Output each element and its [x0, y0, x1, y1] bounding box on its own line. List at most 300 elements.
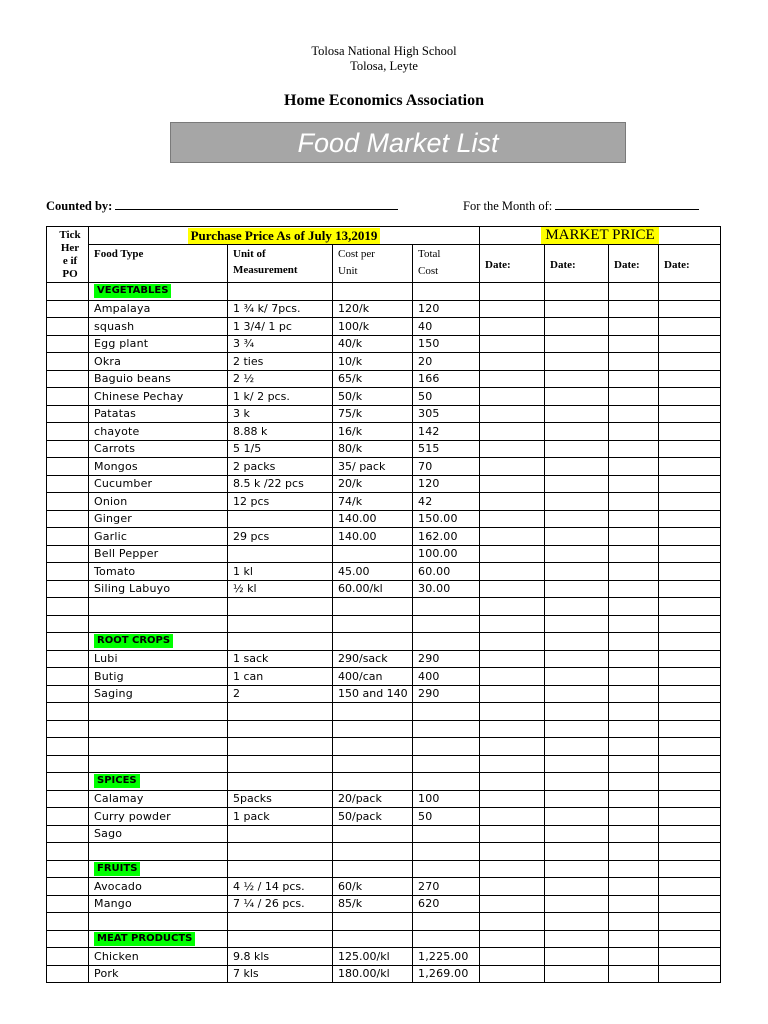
market-price-date-4-cell[interactable]: [659, 930, 721, 948]
market-price-date-1-cell[interactable]: [480, 790, 545, 808]
market-price-date-4-cell[interactable]: [659, 948, 721, 966]
cost-per-unit-cell: [333, 930, 413, 948]
market-price-date-4-cell[interactable]: [659, 825, 721, 843]
market-price-date-4-cell[interactable]: [659, 843, 721, 861]
market-price-date-4-cell[interactable]: [659, 335, 721, 353]
blank-row: [47, 720, 721, 738]
col-total-cost: Total Cost: [413, 245, 480, 283]
market-price-date-3-cell[interactable]: [609, 405, 659, 423]
market-price-date-4-cell[interactable]: [659, 685, 721, 703]
market-price-date-1-cell[interactable]: [480, 580, 545, 598]
market-price-date-3-cell[interactable]: [609, 545, 659, 563]
market-price-date-3-cell[interactable]: [609, 300, 659, 318]
total-cost-cell: 1,225.00: [413, 948, 480, 966]
market-price-date-2-cell[interactable]: [545, 615, 609, 633]
unit-cell: 7 kls: [228, 965, 333, 983]
market-price-date-1-cell[interactable]: [480, 755, 545, 773]
market-price-date-4-cell[interactable]: [659, 388, 721, 406]
market-list-table: [46, 226, 721, 983]
market-price-date-3-cell[interactable]: [609, 335, 659, 353]
date-col-3: Date:: [609, 245, 659, 283]
food-type-cell: Cucumber: [89, 475, 228, 493]
unit-cell: 1 kl: [228, 563, 333, 581]
market-price-date-1-cell[interactable]: [480, 650, 545, 668]
cost-per-unit-cell: 125.00/kl: [333, 948, 413, 966]
cost-per-unit-cell: 50/pack: [333, 808, 413, 826]
market-price-date-3-cell[interactable]: [609, 633, 659, 651]
market-price-date-4-cell[interactable]: [659, 440, 721, 458]
market-price-date-2-cell[interactable]: [545, 423, 609, 441]
table-row: [47, 965, 721, 983]
category-row: [47, 773, 721, 791]
food-type-cell: Tomato: [89, 563, 228, 581]
market-price-date-2-cell[interactable]: [545, 440, 609, 458]
total-cost-cell: 162.00: [413, 528, 480, 546]
market-price-date-4-cell[interactable]: [659, 720, 721, 738]
total-cost-cell: 40: [413, 318, 480, 336]
table-row: [47, 685, 721, 703]
market-price-date-4-cell[interactable]: [659, 650, 721, 668]
purchase-price-header: [89, 227, 480, 245]
market-price-date-1-cell[interactable]: [480, 878, 545, 896]
market-price-date-3-cell[interactable]: [609, 878, 659, 896]
market-price-date-3-cell[interactable]: [609, 703, 659, 721]
market-price-date-2-cell[interactable]: [545, 808, 609, 826]
market-price-date-1-cell[interactable]: [480, 370, 545, 388]
market-price-date-3-cell[interactable]: [609, 948, 659, 966]
market-price-date-3-cell[interactable]: [609, 598, 659, 616]
table-row: [47, 335, 721, 353]
market-price-date-3-cell[interactable]: [609, 283, 659, 301]
market-price-date-1-cell[interactable]: [480, 843, 545, 861]
counted-by-line[interactable]: [115, 199, 398, 210]
market-price-date-4-cell[interactable]: [659, 370, 721, 388]
market-price-date-2-cell[interactable]: [545, 510, 609, 528]
tick-checkbox-cell[interactable]: [47, 300, 89, 318]
market-price-date-4-cell[interactable]: [659, 475, 721, 493]
unit-cell: 5 1/5: [228, 440, 333, 458]
market-price-date-2-cell[interactable]: [545, 825, 609, 843]
food-type-cell: Garlic: [89, 528, 228, 546]
cost-per-unit-cell: 150 and 140: [333, 685, 413, 703]
unit-cell: [228, 825, 333, 843]
market-price-date-1-cell[interactable]: [480, 633, 545, 651]
total-cost-cell: [413, 755, 480, 773]
market-price-date-4-cell[interactable]: [659, 913, 721, 931]
market-price-date-1-cell[interactable]: [480, 703, 545, 721]
market-price-date-1-cell[interactable]: [480, 773, 545, 791]
total-cost-cell: 42: [413, 493, 480, 511]
tick-checkbox-cell[interactable]: [47, 598, 89, 616]
total-cost-cell: 290: [413, 685, 480, 703]
market-price-date-4-cell[interactable]: [659, 283, 721, 301]
market-price-date-4-cell[interactable]: [659, 528, 721, 546]
tick-checkbox-cell[interactable]: [47, 318, 89, 336]
month-line[interactable]: [555, 199, 699, 210]
market-price-date-3-cell[interactable]: [609, 895, 659, 913]
tick-checkbox-cell[interactable]: [47, 510, 89, 528]
market-price-date-3-cell[interactable]: [609, 685, 659, 703]
food-type-cell: Mongos: [89, 458, 228, 476]
cost-per-unit-cell: 10/k: [333, 353, 413, 371]
tick-checkbox-cell[interactable]: [47, 843, 89, 861]
food-type-cell: [89, 738, 228, 756]
unit-cell: [228, 510, 333, 528]
unit-cell: [228, 703, 333, 721]
market-price-date-1-cell[interactable]: [480, 930, 545, 948]
food-type-cell: chayote: [89, 423, 228, 441]
market-price-date-3-cell[interactable]: [609, 370, 659, 388]
market-price-date-2-cell[interactable]: [545, 790, 609, 808]
market-price-date-1-cell[interactable]: [480, 423, 545, 441]
market-price-date-3-cell[interactable]: [609, 615, 659, 633]
market-price-date-2-cell[interactable]: [545, 475, 609, 493]
market-price-date-1-cell[interactable]: [480, 615, 545, 633]
market-price-date-2-cell[interactable]: [545, 388, 609, 406]
market-price-date-4-cell[interactable]: [659, 493, 721, 511]
tick-checkbox-cell[interactable]: [47, 615, 89, 633]
cost-per-unit-cell: 35/ pack: [333, 458, 413, 476]
market-price-date-1-cell[interactable]: [480, 440, 545, 458]
col-unit: Unit of Measurement: [228, 245, 333, 283]
market-price-date-4-cell[interactable]: [659, 808, 721, 826]
tick-checkbox-cell[interactable]: [47, 440, 89, 458]
tick-checkbox-cell[interactable]: [47, 423, 89, 441]
market-price-date-2-cell[interactable]: [545, 720, 609, 738]
tick-checkbox-cell[interactable]: [47, 755, 89, 773]
market-price-date-4-cell[interactable]: [659, 703, 721, 721]
market-price-date-3-cell[interactable]: [609, 808, 659, 826]
market-price-date-4-cell[interactable]: [659, 580, 721, 598]
cost-per-unit-cell: 85/k: [333, 895, 413, 913]
tick-checkbox-cell[interactable]: [47, 703, 89, 721]
market-price-date-2-cell[interactable]: [545, 353, 609, 371]
market-price-date-4-cell[interactable]: [659, 790, 721, 808]
food-type-cell: squash: [89, 318, 228, 336]
table-row: [47, 545, 721, 563]
tick-checkbox-cell[interactable]: [47, 633, 89, 651]
market-price-date-4-cell[interactable]: [659, 598, 721, 616]
table-row: [47, 458, 721, 476]
market-price-date-3-cell[interactable]: [609, 738, 659, 756]
tick-header: Tick Her e if PO: [47, 227, 89, 283]
market-price-date-2-cell[interactable]: [545, 913, 609, 931]
market-price-date-4-cell[interactable]: [659, 545, 721, 563]
market-price-date-2-cell[interactable]: [545, 318, 609, 336]
market-price-date-1-cell[interactable]: [480, 860, 545, 878]
market-price-date-1-cell[interactable]: [480, 388, 545, 406]
market-price-date-4-cell[interactable]: [659, 510, 721, 528]
market-price-date-3-cell[interactable]: [609, 843, 659, 861]
cost-per-unit-cell: 60.00/kl: [333, 580, 413, 598]
unit-cell: 29 pcs: [228, 528, 333, 546]
total-cost-cell: 100.00: [413, 545, 480, 563]
tick-checkbox-cell[interactable]: [47, 790, 89, 808]
tick-checkbox-cell[interactable]: [47, 720, 89, 738]
market-price-date-3-cell[interactable]: [609, 790, 659, 808]
market-price-date-1-cell[interactable]: [480, 948, 545, 966]
market-price-date-2-cell[interactable]: [545, 860, 609, 878]
market-price-date-2-cell[interactable]: [545, 685, 609, 703]
total-cost-cell: [413, 633, 480, 651]
food-type-cell: [89, 720, 228, 738]
market-price-date-4-cell[interactable]: [659, 773, 721, 791]
category-row: [47, 860, 721, 878]
tick-checkbox-cell[interactable]: [47, 353, 89, 371]
market-price-date-3-cell[interactable]: [609, 650, 659, 668]
total-cost-cell: 70: [413, 458, 480, 476]
total-cost-cell: 150.00: [413, 510, 480, 528]
market-price-date-2-cell[interactable]: [545, 563, 609, 581]
market-price-date-2-cell[interactable]: [545, 948, 609, 966]
food-type-cell: Onion: [89, 493, 228, 511]
food-type-cell: Lubi: [89, 650, 228, 668]
market-price-date-1-cell[interactable]: [480, 895, 545, 913]
market-price-date-3-cell[interactable]: [609, 720, 659, 738]
market-price-date-3-cell[interactable]: [609, 388, 659, 406]
unit-cell: 8.88 k: [228, 423, 333, 441]
cost-per-unit-cell: [333, 825, 413, 843]
market-price-date-2-cell[interactable]: [545, 493, 609, 511]
blank-row: [47, 615, 721, 633]
market-price-date-3-cell[interactable]: [609, 318, 659, 336]
total-cost-cell: 120: [413, 475, 480, 493]
market-price-date-4-cell[interactable]: [659, 458, 721, 476]
tick-checkbox-cell[interactable]: [47, 650, 89, 668]
market-price-date-1-cell[interactable]: [480, 685, 545, 703]
tick-checkbox-cell[interactable]: [47, 860, 89, 878]
market-price-date-2-cell[interactable]: [545, 598, 609, 616]
market-price-date-3-cell[interactable]: [609, 668, 659, 686]
market-price-date-1-cell[interactable]: [480, 668, 545, 686]
market-price-date-1-cell[interactable]: [480, 510, 545, 528]
cost-per-unit-cell: [333, 755, 413, 773]
date-col-4: Date:: [659, 245, 721, 283]
market-price-date-3-cell[interactable]: [609, 755, 659, 773]
market-price-date-1-cell[interactable]: [480, 335, 545, 353]
total-cost-cell: 290: [413, 650, 480, 668]
blank-row: [47, 913, 721, 931]
market-price-date-4-cell[interactable]: [659, 633, 721, 651]
tick-checkbox-cell[interactable]: [47, 913, 89, 931]
market-price-date-2-cell[interactable]: [545, 283, 609, 301]
table-row: [47, 370, 721, 388]
market-price-date-2-cell[interactable]: [545, 528, 609, 546]
cost-per-unit-cell: 100/k: [333, 318, 413, 336]
food-type-cell: [89, 703, 228, 721]
total-cost-cell: [413, 860, 480, 878]
market-price-date-1-cell[interactable]: [480, 825, 545, 843]
market-price-date-1-cell[interactable]: [480, 528, 545, 546]
market-price-date-4-cell[interactable]: [659, 300, 721, 318]
market-price-date-3-cell[interactable]: [609, 353, 659, 371]
cost-per-unit-cell: [333, 843, 413, 861]
unit-cell: [228, 283, 333, 301]
unit-cell: 2 packs: [228, 458, 333, 476]
market-price-date-1-cell[interactable]: [480, 353, 545, 371]
market-price-date-3-cell[interactable]: [609, 965, 659, 983]
market-price-date-3-cell[interactable]: [609, 913, 659, 931]
unit-cell: 2 ½: [228, 370, 333, 388]
market-price-date-1-cell[interactable]: [480, 720, 545, 738]
total-cost-cell: 142: [413, 423, 480, 441]
market-price-date-4-cell[interactable]: [659, 318, 721, 336]
total-cost-cell: 270: [413, 878, 480, 896]
market-price-date-2-cell[interactable]: [545, 773, 609, 791]
market-price-header: [480, 227, 721, 245]
table-row: [47, 405, 721, 423]
market-price-date-2-cell[interactable]: [545, 930, 609, 948]
cost-per-unit-cell: 140.00: [333, 528, 413, 546]
tick-checkbox-cell[interactable]: [47, 965, 89, 983]
market-price-date-3-cell[interactable]: [609, 440, 659, 458]
tick-checkbox-cell[interactable]: [47, 773, 89, 791]
total-cost-cell: [413, 913, 480, 931]
market-price-date-2-cell[interactable]: [545, 370, 609, 388]
total-cost-cell: [413, 598, 480, 616]
tick-checkbox-cell[interactable]: [47, 545, 89, 563]
cost-per-unit-cell: 80/k: [333, 440, 413, 458]
tick-checkbox-cell[interactable]: [47, 930, 89, 948]
market-price-date-2-cell[interactable]: [545, 650, 609, 668]
market-price-date-1-cell[interactable]: [480, 563, 545, 581]
unit-cell: 12 pcs: [228, 493, 333, 511]
tick-checkbox-cell[interactable]: [47, 388, 89, 406]
table-row: [47, 668, 721, 686]
market-price-date-4-cell[interactable]: [659, 895, 721, 913]
market-price-date-3-cell[interactable]: [609, 493, 659, 511]
market-price-date-4-cell[interactable]: [659, 878, 721, 896]
total-cost-cell: 620: [413, 895, 480, 913]
market-price-date-1-cell[interactable]: [480, 318, 545, 336]
market-price-date-1-cell[interactable]: [480, 458, 545, 476]
unit-cell: [228, 720, 333, 738]
tick-checkbox-cell[interactable]: [47, 458, 89, 476]
cost-per-unit-cell: 140.00: [333, 510, 413, 528]
tick-checkbox-cell[interactable]: [47, 370, 89, 388]
unit-cell: [228, 843, 333, 861]
tick-checkbox-cell[interactable]: [47, 580, 89, 598]
market-price-date-4-cell[interactable]: [659, 423, 721, 441]
cost-per-unit-cell: [333, 703, 413, 721]
food-type-cell: [89, 843, 228, 861]
market-price-date-4-cell[interactable]: [659, 755, 721, 773]
market-price-date-4-cell[interactable]: [659, 353, 721, 371]
school-header: [0, 44, 768, 74]
market-price-date-2-cell[interactable]: [545, 580, 609, 598]
market-price-date-2-cell[interactable]: [545, 668, 609, 686]
school-location: Tolosa, Leyte: [350, 59, 418, 73]
unit-cell: 2 ties: [228, 353, 333, 371]
market-price-date-4-cell[interactable]: [659, 965, 721, 983]
market-price-date-2-cell[interactable]: [545, 300, 609, 318]
market-price-date-1-cell[interactable]: [480, 405, 545, 423]
total-cost-cell: 120: [413, 300, 480, 318]
market-price-date-2-cell[interactable]: [545, 633, 609, 651]
tick-checkbox-cell[interactable]: [47, 475, 89, 493]
tick-checkbox-cell[interactable]: [47, 825, 89, 843]
market-price-date-1-cell[interactable]: [480, 913, 545, 931]
market-price-date-4-cell[interactable]: [659, 668, 721, 686]
market-price-date-1-cell[interactable]: [480, 475, 545, 493]
unit-cell: 1 sack: [228, 650, 333, 668]
tick-checkbox-cell[interactable]: [47, 528, 89, 546]
market-price-date-1-cell[interactable]: [480, 300, 545, 318]
tick-checkbox-cell[interactable]: [47, 808, 89, 826]
cost-per-unit-cell: 120/k: [333, 300, 413, 318]
market-price-date-3-cell[interactable]: [609, 528, 659, 546]
market-price-date-1-cell[interactable]: [480, 965, 545, 983]
market-price-date-2-cell[interactable]: [545, 405, 609, 423]
tick-checkbox-cell[interactable]: [47, 405, 89, 423]
unit-cell: [228, 913, 333, 931]
market-price-date-2-cell[interactable]: [545, 895, 609, 913]
blank-row: [47, 598, 721, 616]
market-price-date-3-cell[interactable]: [609, 773, 659, 791]
total-cost-cell: 166: [413, 370, 480, 388]
market-price-date-2-cell[interactable]: [545, 738, 609, 756]
tick-checkbox-cell[interactable]: [47, 878, 89, 896]
market-price-date-2-cell[interactable]: [545, 703, 609, 721]
market-price-date-2-cell[interactable]: [545, 335, 609, 353]
market-price-date-2-cell[interactable]: [545, 755, 609, 773]
market-price-date-2-cell[interactable]: [545, 458, 609, 476]
tick-checkbox-cell[interactable]: [47, 685, 89, 703]
market-price-date-1-cell[interactable]: [480, 738, 545, 756]
market-price-date-3-cell[interactable]: [609, 930, 659, 948]
market-price-date-4-cell[interactable]: [659, 860, 721, 878]
market-price-date-1-cell[interactable]: [480, 598, 545, 616]
market-price-date-2-cell[interactable]: [545, 965, 609, 983]
market-price-date-1-cell[interactable]: [480, 545, 545, 563]
market-price-date-3-cell[interactable]: [609, 510, 659, 528]
tick-checkbox-cell[interactable]: [47, 335, 89, 353]
tick-checkbox-cell[interactable]: [47, 493, 89, 511]
tick-checkbox-cell[interactable]: [47, 948, 89, 966]
market-price-date-2-cell[interactable]: [545, 843, 609, 861]
cost-per-unit-cell: [333, 545, 413, 563]
food-type-cell: Sago: [89, 825, 228, 843]
market-price-date-3-cell[interactable]: [609, 423, 659, 441]
market-price-date-4-cell[interactable]: [659, 738, 721, 756]
col-cost-per-unit: Cost per Unit: [333, 245, 413, 283]
total-cost-cell: 100: [413, 790, 480, 808]
market-price-date-4-cell[interactable]: [659, 615, 721, 633]
market-price-date-3-cell[interactable]: [609, 580, 659, 598]
tick-checkbox-cell[interactable]: [47, 895, 89, 913]
market-price-date-1-cell[interactable]: [480, 493, 545, 511]
market-price-date-4-cell[interactable]: [659, 563, 721, 581]
cost-per-unit-cell: 16/k: [333, 423, 413, 441]
tick-checkbox-cell[interactable]: [47, 738, 89, 756]
market-price-date-4-cell[interactable]: [659, 405, 721, 423]
cost-per-unit-cell: 20/k: [333, 475, 413, 493]
tick-checkbox-cell[interactable]: [47, 283, 89, 301]
tick-checkbox-cell[interactable]: [47, 668, 89, 686]
market-price-date-2-cell[interactable]: [545, 878, 609, 896]
market-price-date-3-cell[interactable]: [609, 458, 659, 476]
food-type-cell: Ampalaya: [89, 300, 228, 318]
market-price-date-1-cell[interactable]: [480, 283, 545, 301]
market-price-date-3-cell[interactable]: [609, 825, 659, 843]
market-price-date-3-cell[interactable]: [609, 475, 659, 493]
market-price-date-3-cell[interactable]: [609, 563, 659, 581]
market-price-date-1-cell[interactable]: [480, 808, 545, 826]
tick-checkbox-cell[interactable]: [47, 563, 89, 581]
market-price-date-2-cell[interactable]: [545, 545, 609, 563]
market-price-date-3-cell[interactable]: [609, 860, 659, 878]
blank-row: [47, 755, 721, 773]
